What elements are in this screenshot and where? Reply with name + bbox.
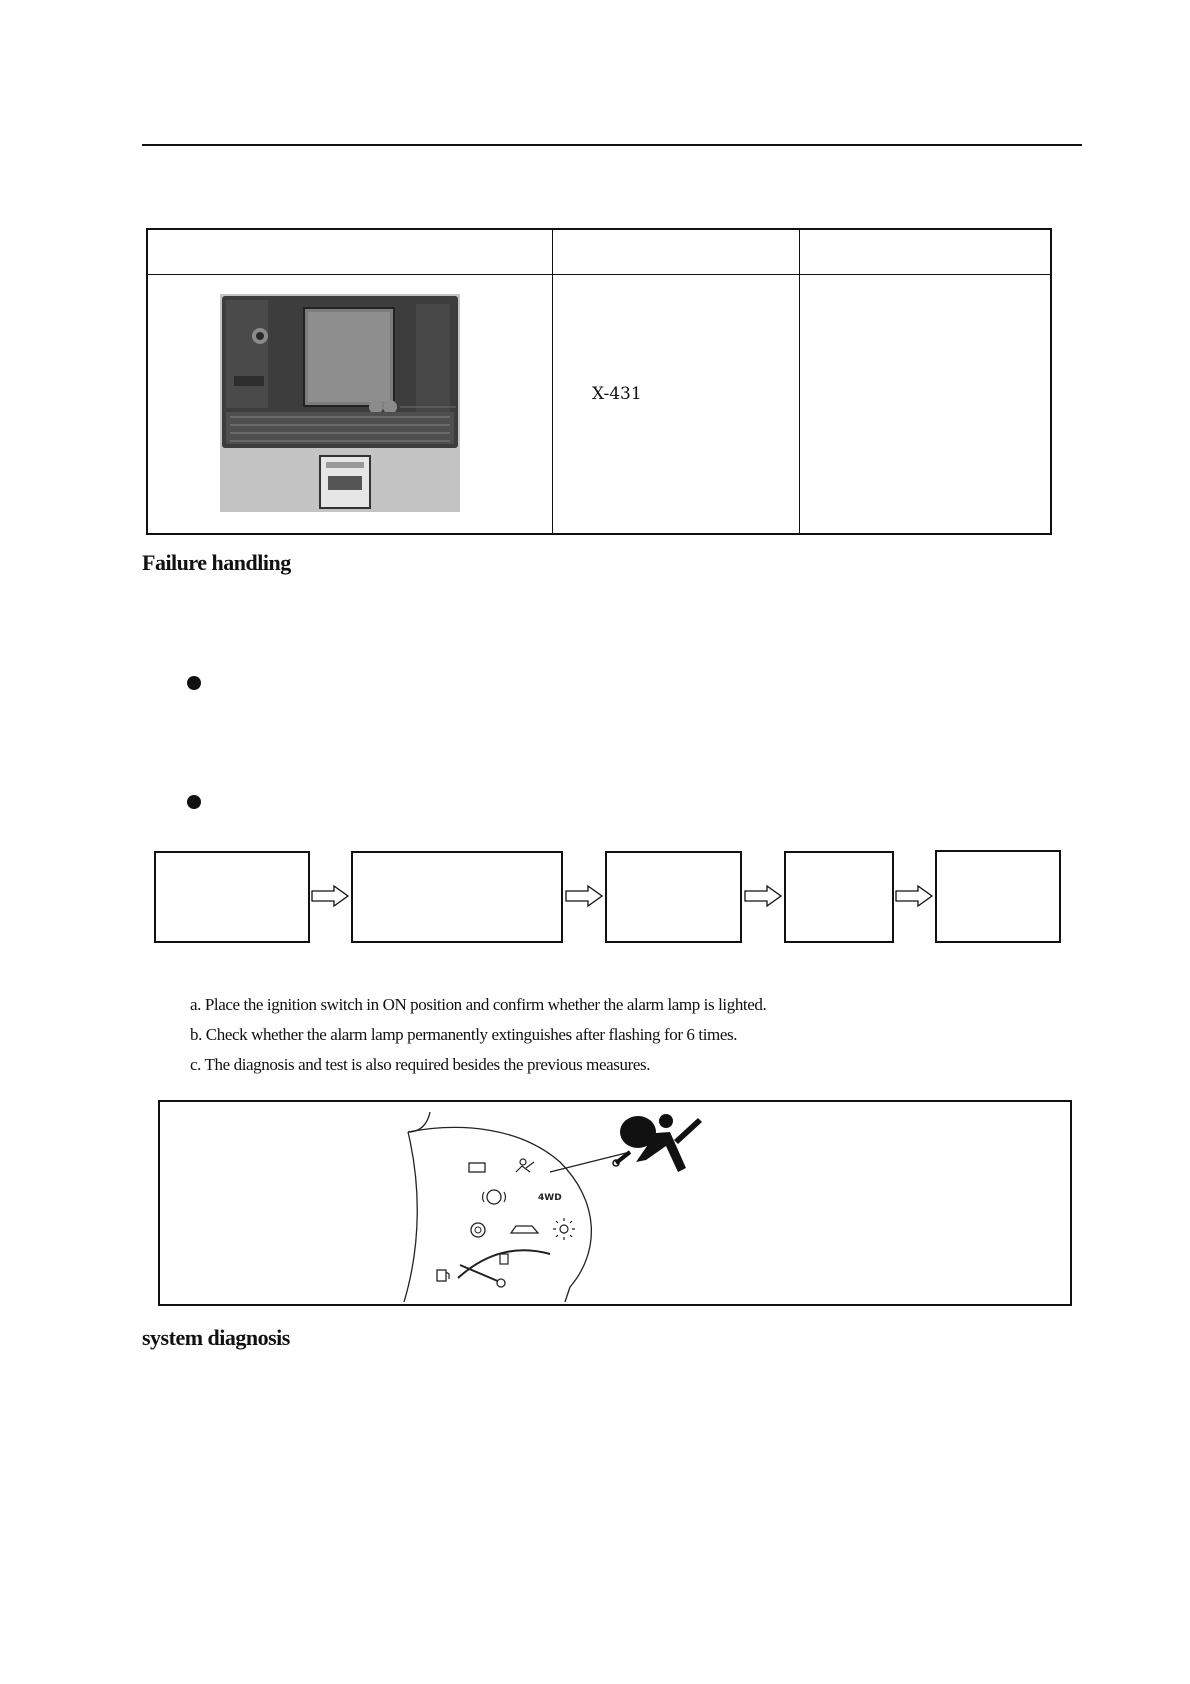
tool-name: X-431 [592,384,642,404]
flow-step-5 [935,850,1061,943]
airbag-warning-icon [613,1114,702,1172]
check-item-c: c. The diagnosis and test is also required besides the previous measures. [190,1055,651,1074]
battery-icon [469,1163,485,1172]
flow-step-2 [351,851,563,943]
brake-warning-icon [483,1190,506,1204]
tool-table [146,228,1052,535]
bullet-icon [187,795,201,809]
4wd-indicator: 4WD [538,1193,562,1203]
instrument-panel-figure [158,1100,1072,1306]
lamp-icon [553,1218,575,1240]
failure-handling-heading: Failure handling [142,550,291,575]
hollow-right-arrow-icon [894,884,934,908]
flow-step-1 [154,851,310,943]
hollow-right-arrow-icon [743,884,783,908]
hollow-right-arrow-icon [564,884,604,908]
flow-step-3 [605,851,742,943]
fuel-pump-icon [500,1254,508,1264]
check-item-a: a. Place the ignition switch in ON position and confirm whether the alarm lamp is lighted. [190,995,767,1014]
x431-device-image [220,294,460,512]
small-airbag-icon [516,1159,534,1172]
table-header-divider [148,274,1050,275]
abs-icon [471,1223,485,1237]
flow-step-4 [784,851,894,943]
car-icon [511,1226,538,1233]
hollow-right-arrow-icon [310,884,350,908]
bullet-icon [187,676,201,690]
instrument-cluster-drawing [160,1102,1070,1304]
fuel-pump-icon [437,1270,449,1281]
check-item-b: b. Check whether the alarm lamp permanently extinguishes after flashing for 6 times. [190,1025,738,1044]
table-column-divider [552,230,553,533]
header-rule [142,144,1082,146]
system-diagnosis-heading: system diagnosis [142,1325,290,1350]
table-column-divider [799,230,800,533]
